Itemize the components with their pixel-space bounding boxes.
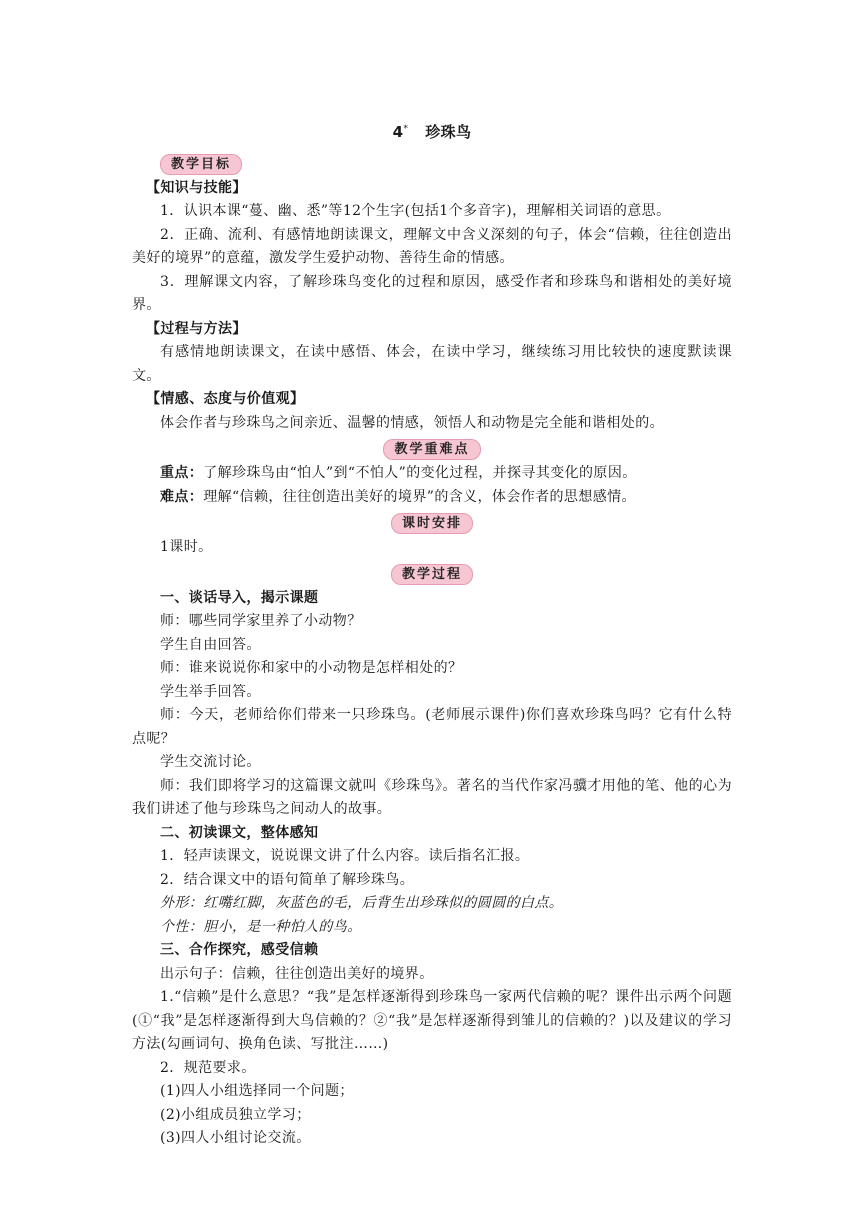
part1-line-1: 师：哪些同学家里养了小动物？	[160, 613, 362, 629]
part2-line-2: 2．结合课文中的语句简单了解珍珠鸟。	[160, 871, 415, 888]
goal-item-1: 1．认识本课“蔓、幽、悉”等12个生字(包括1个多音字)，理解相关词语的意思。	[160, 203, 671, 219]
part2-appearance: 外形：红嘴红脚，灰蓝色的毛，后背生出珍珠似的圆圆的白点。	[160, 895, 564, 911]
difficulty-point	[132, 486, 732, 510]
section-badge-schedule: 课时安排	[391, 513, 473, 534]
part1-heading: 一、谈话导入，揭示课题	[160, 589, 319, 606]
focus-label: 重点：	[160, 465, 204, 481]
part1-line-7: 师：我们即将学习的这篇课文就叫《珍珠鸟》。著名的当代作家冯骥才用他的笔、他的心为我们讲述了他与珍珠鸟之间动人的故事。	[132, 777, 732, 817]
part3-line-5: (2)小组成员独立学习；	[160, 1106, 311, 1123]
difficulty-label: 难点：	[160, 488, 204, 505]
optional-mark: *	[403, 124, 409, 134]
part3-line-2: 1.“信赖”是什么意思？“我”是怎样逐渐得到珍珠鸟一家两代信赖的呢？课件出示两个问题(①“我”是怎样逐渐得到大鸟信赖的？②“我”是怎样逐渐得到雏儿的信赖的？)以及建议的学习方法(勾画词句、换角色读、写批注……)	[132, 989, 732, 1052]
part3-heading: 三、合作探究，感受信赖	[160, 942, 319, 958]
heading-knowledge: 【知识与技能】	[146, 179, 247, 196]
heading-emotion: 【情感、态度与价值观】	[146, 391, 305, 407]
difficulty-text: 理解“信赖，往往创造出美好的境界”的含义，体会作者的思想感情。	[203, 488, 636, 505]
part3-line-1: 出示句子：信赖，往往创造出美好的境界。	[160, 965, 434, 982]
part2-line-1: 1．轻声读课文，说说课文讲了什么内容。读后指名汇报。	[160, 848, 530, 864]
section-badge-process: 教学过程	[391, 564, 473, 585]
part2-heading: 二、初读课文，整体感知	[160, 824, 319, 841]
heading-process-method: 【过程与方法】	[146, 320, 247, 337]
lesson-number: 4	[392, 123, 404, 141]
part1-line-4: 学生举手回答。	[160, 683, 261, 700]
section-badge-key-points: 教学重难点	[383, 439, 480, 460]
schedule-text: 1课时。	[160, 539, 213, 555]
part3-line-3: 2．规范要求。	[160, 1059, 256, 1076]
focus-point	[132, 462, 732, 486]
goal-item-3: 3．理解课文内容，了解珍珠鸟变化的过程和原因，感受作者和珍珠鸟和谐相处的美好境界。	[132, 273, 732, 313]
part1-line-5: 师：今天，老师给你们带来一只珍珠鸟。(老师展示课件)你们喜欢珍珠鸟吗？它有什么特点呢？	[132, 707, 732, 747]
focus-text: 了解珍珠鸟由“怕人”到“不怕人”的变化过程，并探寻其变化的原因。	[203, 465, 637, 481]
part3-line-4: (1)四人小组选择同一个问题；	[160, 1083, 354, 1099]
part2-character: 个性：胆小，是一种怕人的鸟。	[160, 918, 362, 935]
part1-line-3: 师：谁来说说你和家中的小动物是怎样相处的？	[160, 660, 463, 676]
part1-line-6: 学生交流讨论。	[160, 754, 261, 770]
section-badge-goals: 教学目标	[160, 154, 242, 175]
process-method-text: 有感情地朗读课文，在读中感悟、体会，在读中学习，继续练习用比较快的速度默读课文。	[132, 344, 732, 384]
lesson-plan	[132, 118, 732, 1151]
part3-line-6: (3)四人小组讨论交流。	[160, 1130, 311, 1146]
goal-item-2: 2．正确、流利、有感情地朗读课文，理解文中含义深刻的句子，体会“信赖，往往创造出美好的境界”的意蕴，激发学生爱护动物、善待生命的情感。	[132, 226, 732, 266]
part1-line-2: 学生自由回答。	[160, 636, 261, 653]
lesson-title	[132, 118, 732, 145]
lesson-title-text: 珍珠鸟	[425, 123, 472, 141]
emotion-text: 体会作者与珍珠鸟之间亲近、温馨的情感，领悟人和动物是完全能和谐相处的。	[160, 414, 664, 431]
